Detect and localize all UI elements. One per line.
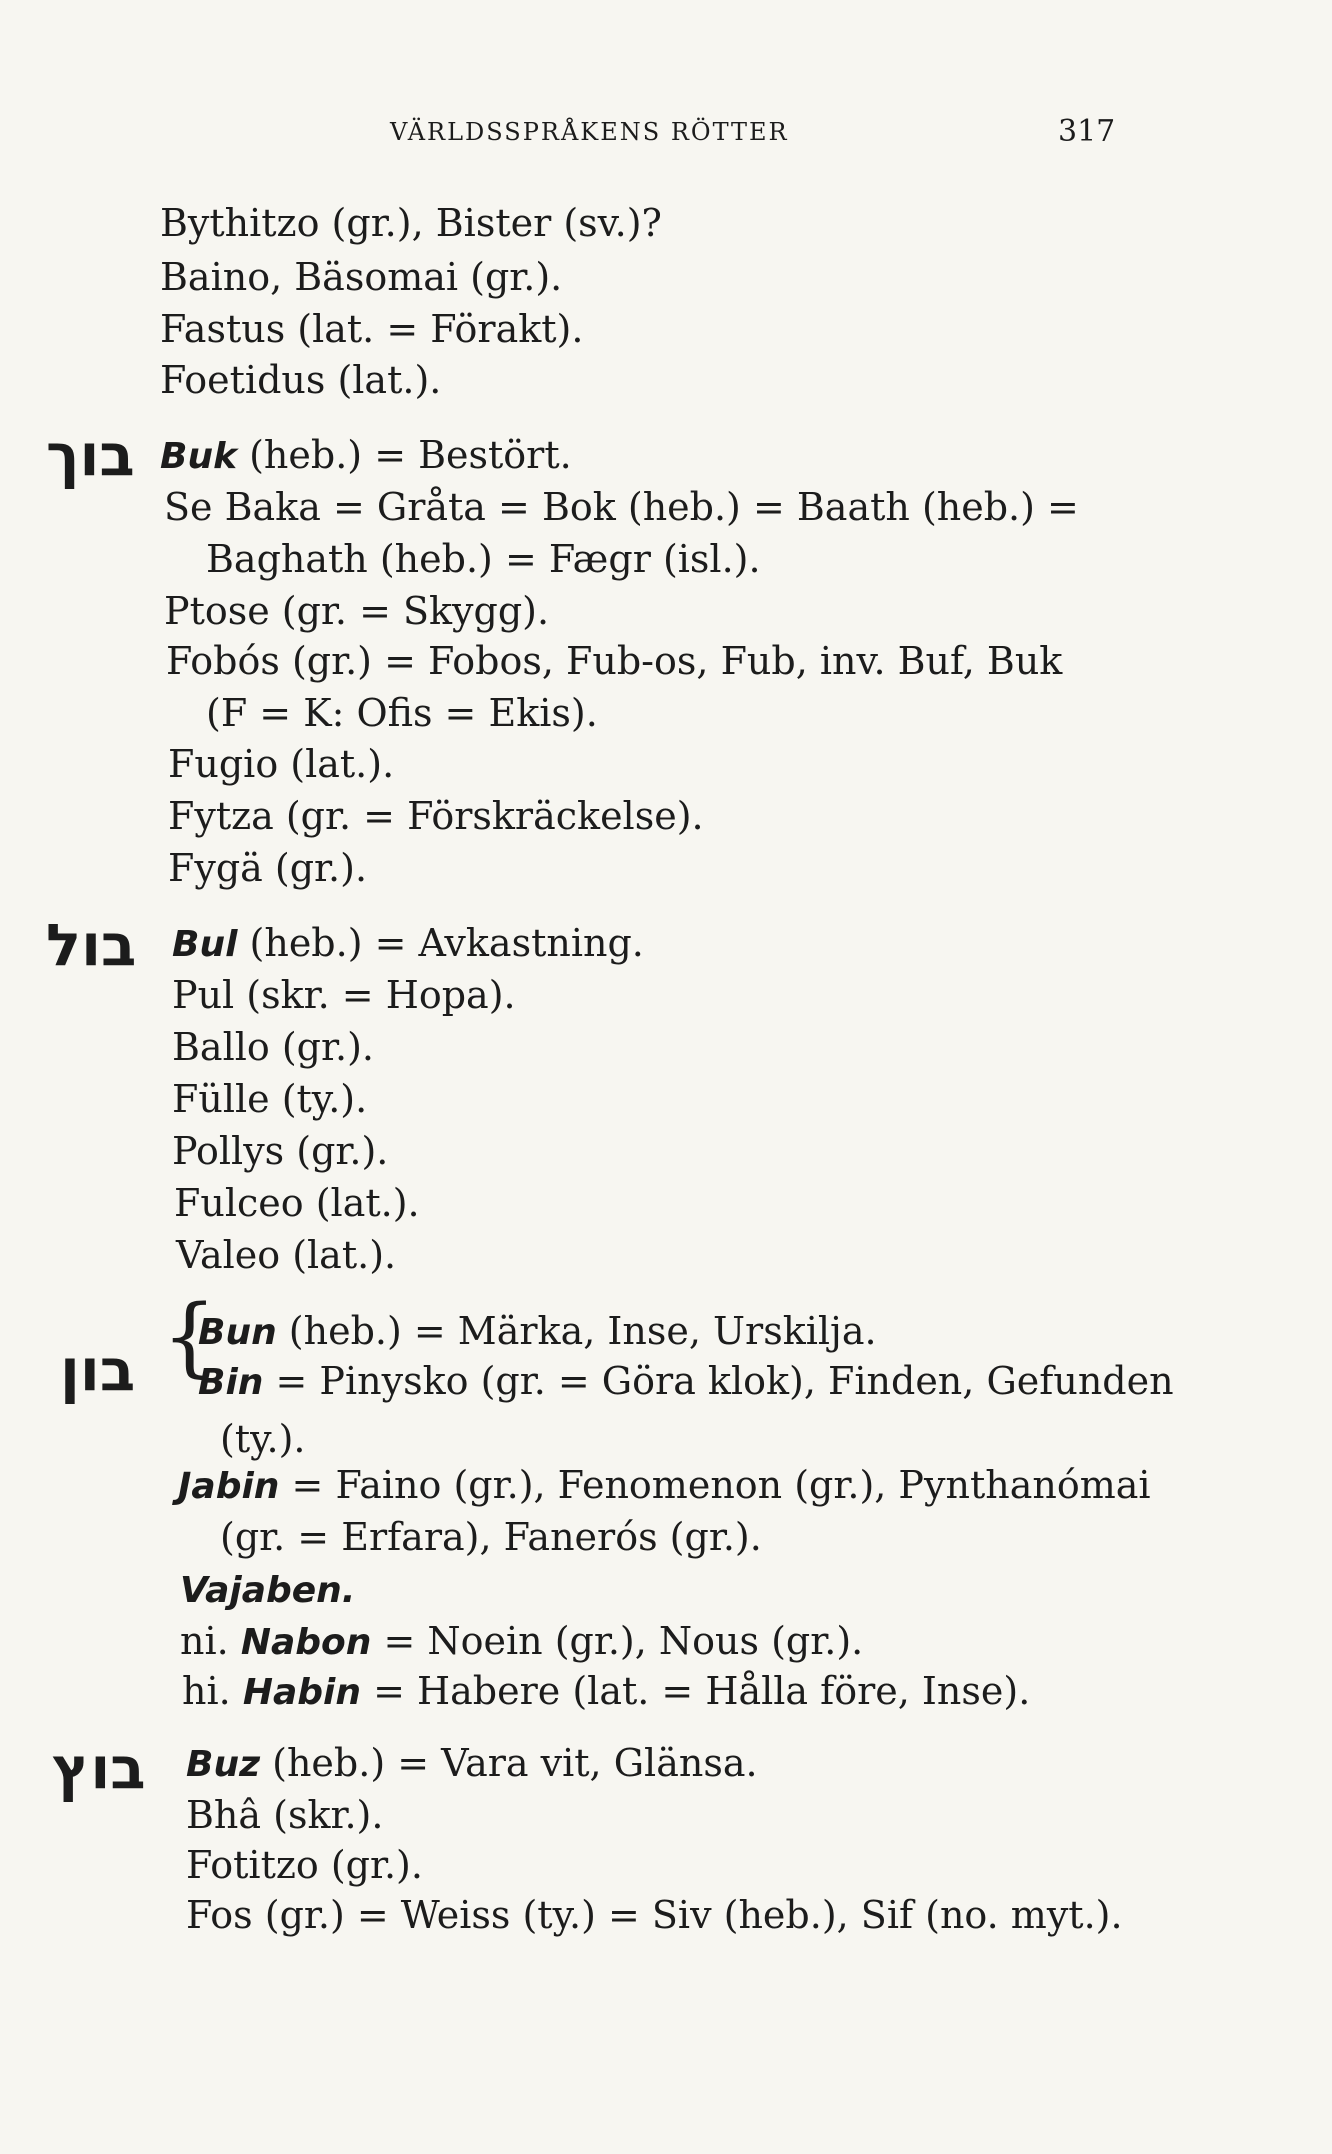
keyword-nabon: Nabon	[240, 1622, 372, 1663]
brace-symbol: {	[162, 1287, 217, 1387]
entry-line-vajaben	[180, 1566, 355, 1614]
keyword-vajaben: Vajaben.	[180, 1570, 356, 1611]
prefix-hi: hi.	[182, 1669, 231, 1713]
text-line: Fastus (lat. = Förakt).	[160, 307, 584, 351]
keyword-jabin: Jabin	[178, 1466, 280, 1507]
text-line: Se Baka = Gråta = Bok (heb.) = Baath (heb.) =	[164, 485, 1079, 529]
text-line: Baghath (heb.) = Fægr (isl.).	[206, 537, 761, 581]
keyword-buk: Buk	[160, 436, 238, 477]
text-line: Fülle (ty.).	[172, 1077, 368, 1121]
text-line: Ptose (gr. = Skygg).	[164, 589, 550, 633]
prefix-ni: ni.	[180, 1619, 229, 1663]
keyword-bun: Bun	[198, 1312, 277, 1353]
text-line: Ballo (gr.).	[172, 1025, 374, 1069]
running-title: VÄRLDSSPRÅKENS RÖTTER	[390, 118, 789, 146]
text-line: Valeo (lat.).	[176, 1233, 397, 1277]
keyword-buz: Buz	[186, 1744, 261, 1785]
hebrew-root-buk: בוך	[46, 421, 135, 489]
text-line: (F = K: Ofis = Ekis).	[206, 691, 598, 735]
entry-line-buk: Buk (heb.) = Bestört.	[160, 433, 572, 477]
hebrew-root-bun: בון	[60, 1336, 136, 1404]
text-line: Baino, Bäsomai (gr.).	[160, 255, 563, 299]
entry-line-buz: Buz (heb.) = Vara vit, Glänsa.	[186, 1741, 758, 1785]
text-line: Pul (skr. = Hopa).	[172, 973, 516, 1017]
text-line: Foetidus (lat.).	[160, 358, 442, 402]
text-line: (ty.).	[220, 1417, 306, 1461]
hebrew-root-buz: בוץ	[52, 1734, 146, 1802]
text-line: Fugio (lat.).	[168, 742, 395, 786]
keyword-bul: Bul	[172, 924, 238, 965]
text-line: Pollys (gr.).	[172, 1129, 389, 1173]
keyword-habin: Habin	[242, 1672, 361, 1713]
text-line: Fytza (gr. = Förskräckelse).	[168, 794, 704, 838]
text-line: Bythitzo (gr.), Bister (sv.)?	[160, 201, 662, 245]
entry-line-habin: hi. Habin = Habere (lat. = Hålla före, Inse).	[182, 1669, 1031, 1713]
page-number: 317	[1058, 114, 1116, 149]
keyword-bin: Bin	[198, 1362, 264, 1403]
entry-line-jabin: Jabin = Faino (gr.), Fenomenon (gr.), Pynthanómai	[178, 1463, 1151, 1507]
entry-line-nabon: ni. Nabon = Noein (gr.), Nous (gr.).	[180, 1619, 864, 1663]
entry-line-bul: Bul (heb.) = Avkastning.	[172, 921, 644, 965]
hebrew-root-bul: בול	[46, 911, 137, 979]
text-line: Fos (gr.) = Weiss (ty.) = Siv (heb.), Sif (no. myt.).	[186, 1893, 1123, 1937]
text-line: Fulceo (lat.).	[174, 1181, 420, 1225]
entry-line-bun: Bun (heb.) = Märka, Inse, Urskilja.	[198, 1309, 877, 1353]
text-line: (gr. = Erfara), Fanerós (gr.).	[220, 1515, 762, 1559]
text-line: Bhâ (skr.).	[186, 1793, 384, 1837]
text-line: Fygä (gr.).	[168, 846, 368, 890]
text-line: Fobós (gr.) = Fobos, Fub-os, Fub, inv. Buf, Buk	[166, 639, 1063, 683]
text-line: Fotitzo (gr.).	[186, 1843, 423, 1887]
entry-line-bin: Bin = Pinysko (gr. = Göra klok), Finden, Gefunden	[198, 1359, 1174, 1403]
